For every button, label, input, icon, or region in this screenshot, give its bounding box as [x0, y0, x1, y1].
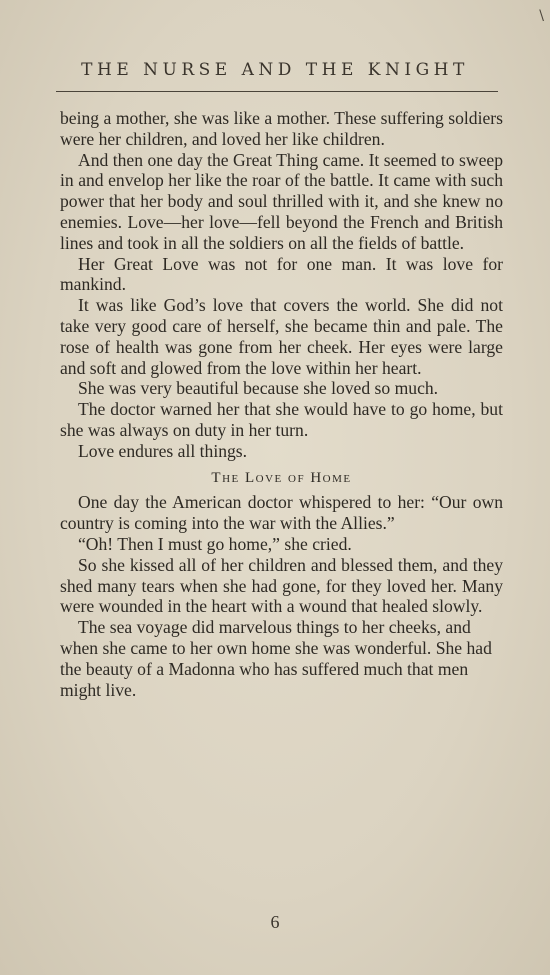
section-heading: The Love of Home — [211, 469, 352, 486]
body-text — [60, 108, 503, 700]
running-head: THE NURSE AND THE KNIGHT — [81, 60, 469, 80]
paragraph: And then one day the Great Thing came. It seemed to sweep in and envelop her like the roar of the battle. It came with such power that her body and soul thrilled with it, and she knew no enemies. Love—her love—fell beyond the French and British lines and took in all the soldiers on all the fields of battle. — [60, 149, 503, 253]
paragraph: Love endures all things. — [78, 440, 248, 461]
paragraph: So she kissed all of her children and blessed them, and they shed many tears when she had gone, for they loved her. Many were wounded in the heart with a wound that healed slowly. — [60, 554, 503, 617]
paragraph: She was very beautiful because she loved so much. — [78, 378, 439, 399]
paragraph: being a mother, she was like a mother. These suffering soldiers were her children, and loved her like children. — [60, 108, 503, 149]
corner-mark: \ — [539, 8, 544, 24]
header-rule — [56, 91, 498, 92]
paragraph: Her Great Love was not for one man. It was love for mankind. — [60, 253, 503, 295]
paragraph: It was like God’s love that covers the world. She did not take very good care of herself, she became thin and pale. The rose of health was gone from her cheek. Her eyes were large and soft and glowed from the love within her heart. — [60, 295, 503, 378]
paragraph: One day the American doctor whispered to her: “Our own country is coming into the war with the Allies.” — [60, 492, 503, 534]
paragraph: The sea voyage did marvelous things to her cheeks, and when she came to her own home she was wonderful. She had the beauty of a Madonna who has suffered much that men might live. — [60, 617, 492, 700]
page-number: 6 — [270, 912, 280, 932]
paragraph: “Oh! Then I must go home,” she cried. — [78, 533, 352, 554]
paragraph: The doctor warned her that she would have to go home, but she was always on duty in her turn. — [60, 399, 503, 440]
